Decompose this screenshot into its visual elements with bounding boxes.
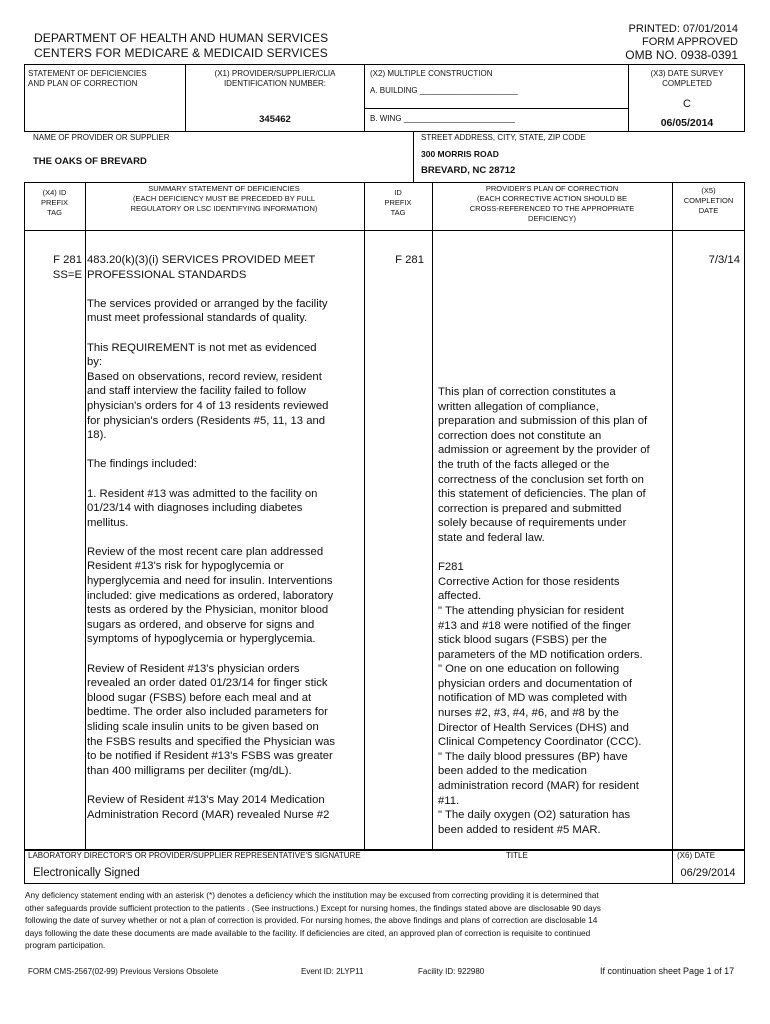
form-number: FORM CMS-2567(02-99) Previous Versions Obsolete <box>28 967 219 976</box>
form-approval-header <box>625 23 738 62</box>
address-line-1: 300 MORRIS ROAD <box>421 149 499 159</box>
x1-label: (X1) PROVIDER/SUPPLIER/CLIA IDENTIFICATION NUMBER: <box>214 69 336 88</box>
form-approved: FORM APPROVED <box>642 36 738 48</box>
completion-date: 7/3/14 <box>708 254 740 266</box>
signature-label: LABORATORY DIRECTOR'S OR PROVIDER/SUPPLIER REPRESENTATIVE'S SIGNATURE <box>28 851 361 860</box>
x6-date-label: (X6) DATE <box>677 851 716 860</box>
department-header <box>34 31 328 61</box>
building-label: A. BUILDING ______________________ <box>370 86 518 95</box>
provider-name: THE OAKS OF BREVARD <box>33 156 147 167</box>
dept-line-1: DEPARTMENT OF HEALTH AND HUMAN SERVICES <box>34 31 329 45</box>
deficiency-tag: F 281 SS=E <box>28 253 82 282</box>
disclaimer-text: Any deficiency statement ending with an asterisk (*) denotes a deficiency which the institution may be excused from correcting providing it is determined that other safeguards provide sufficient protection to the patients . (See instructions.) Except for nursing homes, the findings stated above are disclosable 90 days following the date of survey whether or not a plan of correction is provided. For nursing homes, the above findings and plans of correction are disclosable 14 days following the date these documents are made available to the facility. If deficiencies are cited, an approved plan of correction is requisite to continued program participation. <box>25 890 601 950</box>
deficiency-column <box>87 253 361 837</box>
dept-line-2: CENTERS FOR MEDICARE & MEDICAID SERVICES <box>34 46 328 60</box>
omb-number: OMB NO. 0938-0391 <box>625 48 738 62</box>
deficiency-paragraph: The services provided or arranged by the facility must meet professional standards of quality. <box>87 297 328 325</box>
statement-label: STATEMENT OF DEFICIENCIES AND PLAN OF CORRECTION <box>28 69 147 88</box>
deficiency-paragraph: Review of Resident #13's May 2014 Medication Administration Record (MAR) revealed Nurse #2 <box>87 793 330 821</box>
deficiency-paragraph: This REQUIREMENT is not met as evidenced by: Based on observations, record review, resident and staff interview the facility failed to follow physician's orders for 4 of 13 residents reviewed for physician's orders (Residents #5, 11, 13 and 18). <box>87 341 329 442</box>
plan-paragraph: F281 Corrective Action for those residents affected. " The attending physician for resident #13 and #18 were notified of the finger stick blood sugars (FSBS) per the parameters of the MD notification orders. " One on one education on following physician orders and documentation of notification of MD was completed with nurses #2, #3, #4, #6, and #8 by the Director of Health Services (DHS) and Clinical Competency Coordinator (CCC). " The daily blood pressures (BP) have been added to the medication administration record (MAR) for resident #11. " The daily oxygen (O2) saturation has been added to resident #5 MAR. <box>438 561 643 836</box>
plan-header: PROVIDER'S PLAN OF CORRECTION (EACH CORRECTIVE ACTION SHOULD BE CROSS-REFERENCED TO THE APPROPRIATE DEFICIENCY) <box>469 184 635 223</box>
x2-label: (X2) MULTIPLE CONSTRUCTION <box>370 69 493 78</box>
survey-date: 06/05/2014 <box>660 117 714 129</box>
summary-header: SUMMARY STATEMENT OF DEFICIENCIES (EACH DEFICIENCY MUST BE PRECEDED BY FULL REGULATORY OR LSC IDENTIFYING INFORMATION) <box>130 184 318 213</box>
plan-paragraph: This plan of correction constitutes a written allegation of compliance, preparation and submission of this plan of correction does not constitute an admission or agreement by the provider of the truth of the facts alleged or the correctness of the conclusion set forth on this statement of deficiencies. The plan of correction is prepared and submitted solely because of requirements under state and federal law. <box>438 386 650 544</box>
wing-label: B. WING _________________________ <box>370 114 516 123</box>
provider-id-number: 345462 <box>259 114 291 125</box>
printed-date: PRINTED: 07/01/2014 <box>628 23 738 35</box>
regulation-title: 483.20(k)(3)(i) SERVICES PROVIDED MEET PROFESSIONAL STANDARDS <box>87 254 316 281</box>
id-prefix-header: ID PREFIX TAG <box>384 188 412 217</box>
page-indicator: If continuation sheet Page 1 of 17 <box>600 966 735 976</box>
plan-column <box>438 385 670 852</box>
deficiency-paragraph: The findings included: <box>87 458 197 471</box>
x5-header: (X5) COMPLETION DATE <box>683 186 734 215</box>
plan-id-tag: F 281 <box>395 254 424 266</box>
x3-label: (X3) DATE SURVEY COMPLETED <box>650 69 724 88</box>
deficiency-paragraph: Review of Resident #13's physician orders revealed an order dated 01/23/14 for finger stick blood sugar (FSBS) before each meal and at bedtime. The order also included parameters for sliding scale insulin units to be given based on the FSBS results and specified the Physician was to be notified if Resident #13's FSBS was greater than 400 milligrams per deciliter (mg/dL). <box>87 662 336 777</box>
event-id: Event ID: 2LYP11 <box>301 967 364 976</box>
signature-value: Electronically Signed <box>33 867 140 879</box>
deficiency-paragraph: 1. Resident #13 was admitted to the facility on 01/23/14 with diagnoses including diabetes mellitus. <box>87 487 318 529</box>
signature-date: 06/29/2014 <box>680 867 736 879</box>
deficiency-paragraph: Review of the most recent care plan addressed Resident #13's risk for hypoglycemia or hyperglycemia and need for insulin. Interventions included: give medications as ordered, laboratory tests as ordered by the Physician, monitor blood sugars as ordered, and observe for signs and symptoms of hypoglycemia or hyperglycemia. <box>87 545 334 646</box>
scope-severity: SS=E <box>52 268 82 281</box>
survey-code: C <box>683 98 691 110</box>
facility-id: Facility ID: 922980 <box>418 967 485 976</box>
address-label: STREET ADDRESS, CITY, STATE, ZIP CODE <box>421 133 586 142</box>
title-label: TITLE <box>506 851 528 860</box>
provider-name-label: NAME OF PROVIDER OR SUPPLIER <box>33 133 170 142</box>
x4-header: (X4) ID PREFIX TAG <box>40 188 69 217</box>
address-line-2: BREVARD, NC 28712 <box>421 165 516 176</box>
